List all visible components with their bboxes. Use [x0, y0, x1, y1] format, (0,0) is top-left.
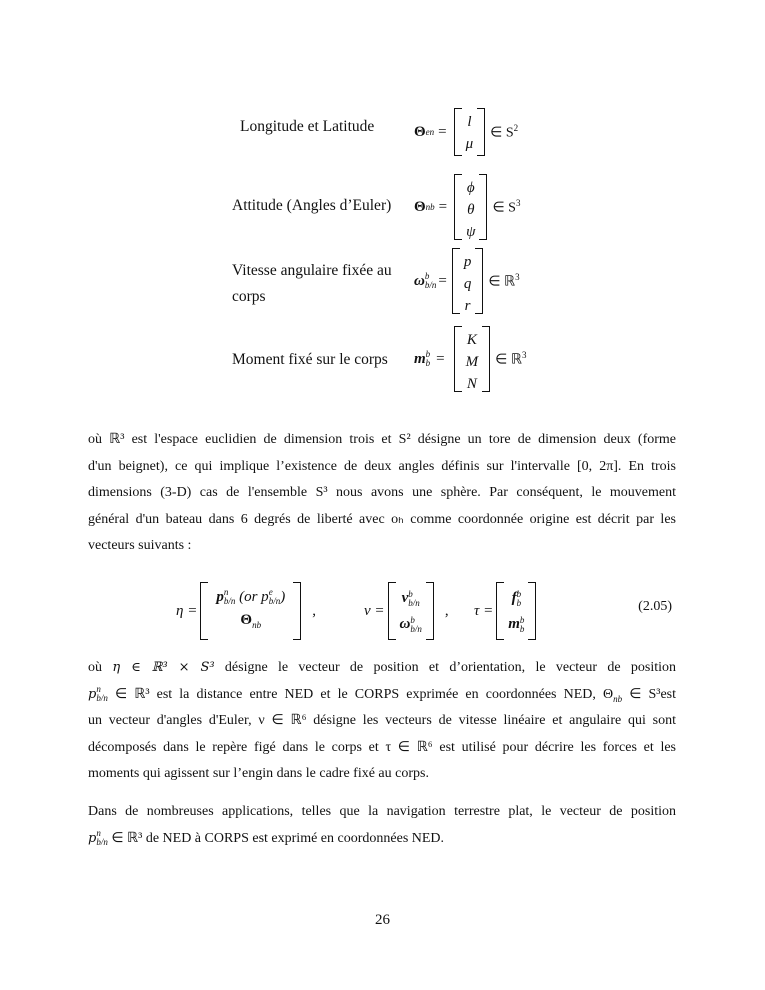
definition-label: Attitude (Angles d’Euler)	[232, 197, 392, 214]
definition-equation: m b b = K M N ∈ ℝ$^3$	[414, 326, 526, 392]
definition-longitude-latitude	[231, 108, 591, 158]
matrix: ϕ θ ψ	[454, 174, 487, 240]
definition-equation: Θ en = l μ ∈ $S^2$	[414, 108, 518, 156]
definition-attitude	[231, 174, 591, 240]
matrix: p n b/n (or p e b/n ) $\Theta_{nb}$	[200, 582, 301, 640]
eta-vector: η = p n b/n (or p e b/n ) $\Theta_{nb}$ ,	[176, 580, 316, 642]
definition-moment	[231, 326, 591, 394]
definition-equation: Θ nb = ϕ θ ψ ∈ $S^3$	[414, 174, 520, 240]
equation-number: (2.05)	[638, 599, 672, 614]
definition-label: Longitude et Latitude	[240, 118, 375, 135]
matrix: l μ	[454, 108, 486, 156]
definition-angular-velocity	[231, 248, 591, 318]
matrix: p q r	[452, 248, 484, 314]
definition-label: Vitesse angulaire fixée au corps	[232, 262, 392, 305]
page-number: 26	[375, 912, 390, 928]
paragraph-3: Dans de nombreuses applications, telles que la navigation terrestre plat, le vecteur de position p n b/n ∈ ℝ³ de NED à CORPS est exprimé en coordonnées NED.	[88, 804, 676, 848]
definition-label: Moment fixé sur le corps	[232, 351, 388, 368]
nu-vector: ν = v b b/n ω b b/n ,	[364, 580, 449, 642]
matrix: v b b/n ω b b/n	[388, 582, 434, 640]
matrix: K M N	[454, 326, 491, 392]
equation-2-05	[176, 580, 676, 642]
matrix: f b b m b b	[496, 582, 536, 640]
paragraph-1: où ℝ³ est l'espace euclidien de dimension trois et S² désigne un tore de dimension deux (forme d'un beignet), ce qui implique l’existence de deux angles définis sur l'intervalle [0, 2π]. En trois dimensions (3-D) cas de l'ensemble S³ nous avons une sphère. Par conséquent, le mouvement général d'un bateau dans 6 degrés de liberté avec oₕ comme coordonnée origine est décrit par les vecteurs suivants :	[88, 432, 676, 553]
paragraph-2: où η ∈ ℝ³ × S³ désigne le vecteur de position et d’orientation, le vecteur de position p n b/n ∈ ℝ³ est la distance entre NED et le CORPS exprimée en coordonnées NED, $\Theta_{nb}$ ∈ S³est un vecteur d'angles d'Euler, ν ∈ ℝ⁶ désigne les vecteurs de vitesse linéaire et angulaire qui sont décomposés dans le repère figé dans le corps et τ ∈ ℝ⁶ est utilisé pour décrire les forces et les moments qui agissent sur l’engin dans le cadre fixé au corps.	[88, 660, 677, 781]
tau-vector: τ = f b b m b b	[474, 580, 539, 642]
definition-equation: ω b b/n = p q r ∈ ℝ$^3$	[414, 248, 520, 314]
